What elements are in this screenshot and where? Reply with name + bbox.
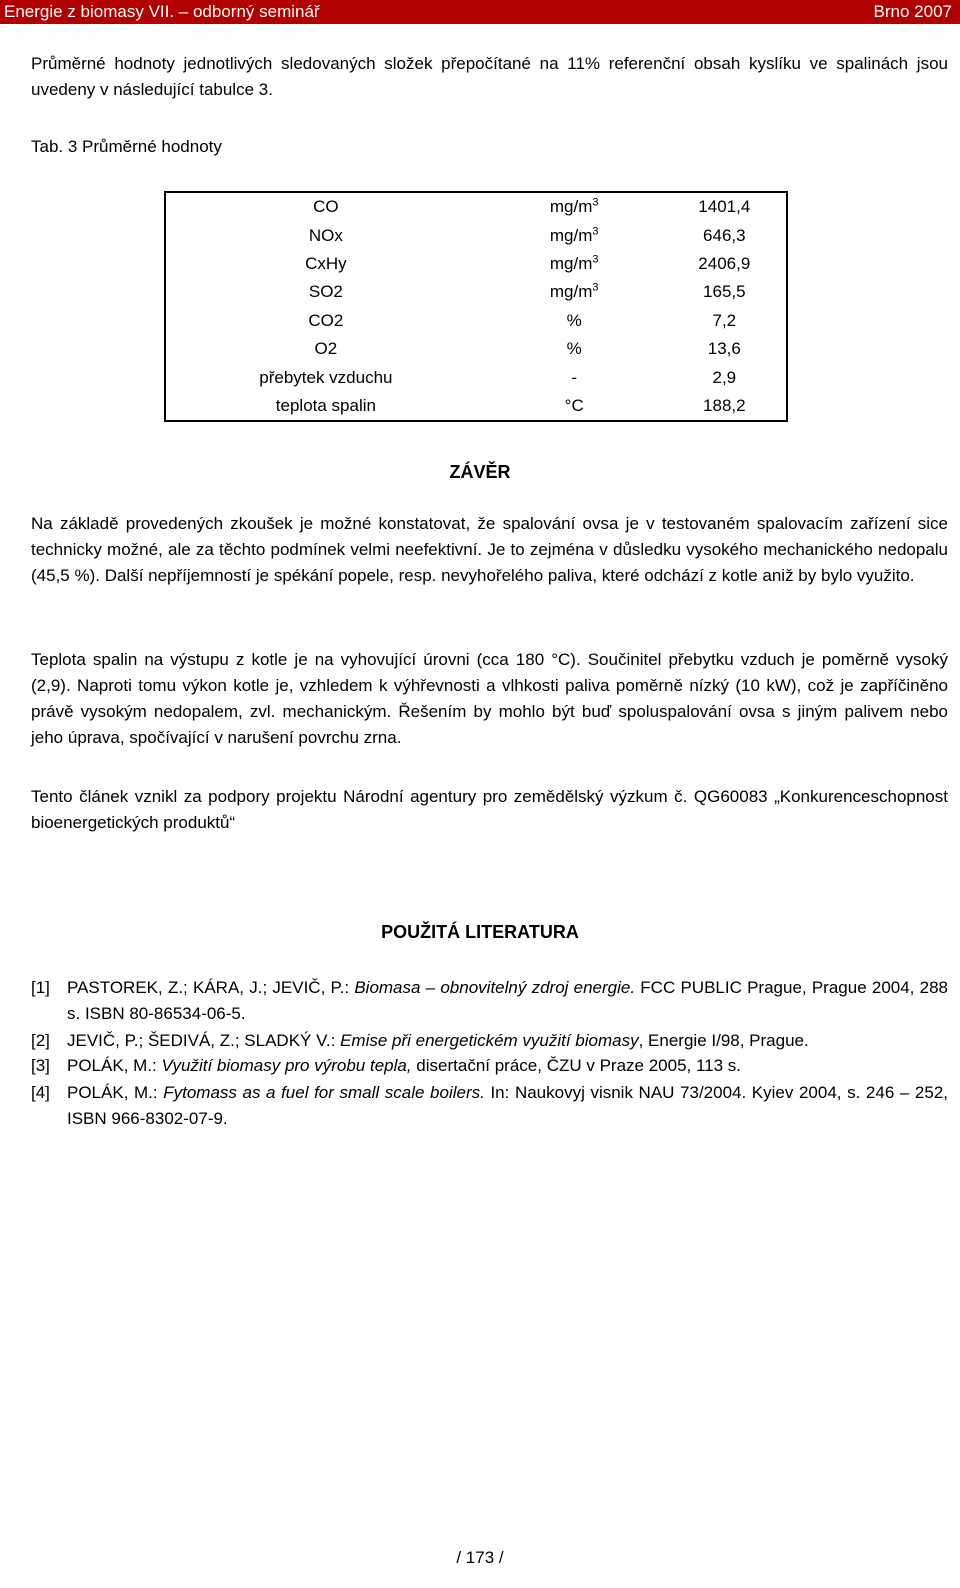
table-row xyxy=(165,192,787,221)
header-title: Energie z biomasy VII. – odborný seminář xyxy=(4,2,320,21)
cell-component: teplota spalin xyxy=(275,395,376,415)
reference-text: POLÁK, M.: Využití biomasy pro výrobu tepla, disertační práce, ČZU v Praze 2005, 113 s. xyxy=(67,1056,742,1075)
reference-text: JEVIČ, P.; ŠEDIVÁ, Z.; SLADKÝ V.: Emise při energetickém využití biomasy, Energie I/98, Prague. xyxy=(67,1031,809,1050)
literature-heading: POUŽITÁ LITERATURA xyxy=(381,922,579,942)
cell-value: 13,6 xyxy=(707,339,741,359)
reference-title: Biomasa – obnovitelný zdroj energie. xyxy=(354,978,636,997)
cell-value: 7,2 xyxy=(712,310,737,330)
intro-paragraph: Průměrné hodnoty jednotlivých sledovaných složek přepočítané na 11% referenční obsah kyslíku ve spalinách jsou uvedeny v následující tabulce 3. xyxy=(31,54,948,99)
reference-title: Emise při energetickém využití biomasy xyxy=(340,1031,639,1050)
conclusion-paragraph-2: Teplota spalin na výstupu z kotle je na vyhovující úrovni (cca 180 °C). Součinitel přebytku vzduch je poměrně vysoký (2,9). Naproti tomu výkon kotle je, vzhledem k výhřevnosti a vlhkosti paliva poměrně nízký (10 kW), což je zapříčiněno právě vysokým nedopalem, zvl. mechanickým. Řešením by mohlo být buď spoluspalování ovsa s jiným palivem nebo jeho úprava, spočívající v narušení povrchu zrna. xyxy=(31,650,948,747)
reference-text: PASTOREK, Z.; KÁRA, J.; JEVIČ, P.: Biomasa – obnovitelný zdroj energie. FCC PUBLIC Prague, Prague 2004, 288 s. ISBN 80-86534-06-5. xyxy=(67,978,948,1023)
cell-value: 2,9 xyxy=(712,367,737,387)
table-row xyxy=(165,307,787,335)
reference-item xyxy=(31,1080,948,1132)
cell-unit: $mg/m^3$ xyxy=(549,281,599,302)
cell-value: 646,3 xyxy=(703,225,746,245)
conclusion-paragraph-1: Na základě provedených zkoušek je možné konstatovat, že spalování ovsa je v testovaném spalovacím zařízení sice technicky možné, ale za těchto podmínek velmi neefektivní. Je to zejména v důsledku vysokého mechanického nedopalu (45,5 %). Další nepříjemností je spékání popele, resp. nevyhořelého paliva, které odchází z kotle aniž by bylo využito. xyxy=(31,514,948,585)
cell-unit: $mg/m^3$ xyxy=(549,224,599,245)
table-row xyxy=(165,363,787,391)
reference-title: Fytomass as a fuel for small scale boilers. xyxy=(163,1083,485,1102)
acknowledgement-paragraph: Tento článek vznikl za podpory projektu Národní agentury pro zemědělský výzkum č. QG60083 „Konkurenceschopnost bioenergetických produktů“ xyxy=(31,787,948,832)
cell-component: CO2 xyxy=(308,310,344,330)
table-caption: Tab. 3 Průměrné hodnoty xyxy=(31,137,222,156)
reference-number: [2] xyxy=(31,1031,50,1050)
cell-value: 165,5 xyxy=(703,282,746,302)
cell-unit: - xyxy=(571,367,578,387)
table-row xyxy=(165,335,787,363)
cell-value: 188,2 xyxy=(703,395,746,415)
table-row xyxy=(165,250,787,278)
cell-value: 2406,9 xyxy=(698,253,751,273)
table-row xyxy=(165,392,787,421)
reference-item xyxy=(31,1028,948,1054)
cell-component: CO xyxy=(313,197,339,217)
table-row xyxy=(165,221,787,249)
reference-text: POLÁK, M.: Fytomass as a fuel for small scale boilers. In: Naukovyj visnik NAU 73/2004. Kyiev 2004, s. 246 – 252, ISBN 966-8302-07-9. xyxy=(67,1083,948,1128)
cell-component: NOx xyxy=(308,225,343,245)
cell-unit: $mg/m^3$ xyxy=(549,253,599,273)
average-values-table xyxy=(164,191,788,422)
cell-component: přebytek vzduchu xyxy=(259,367,393,387)
page-header xyxy=(0,0,960,24)
reference-number: [4] xyxy=(31,1083,50,1102)
cell-component: O2 xyxy=(314,339,338,359)
reference-item xyxy=(31,975,948,1027)
reference-number: [3] xyxy=(31,1056,50,1075)
cell-value: 1401,4 xyxy=(698,197,751,217)
page-number: / 173 / xyxy=(456,1548,504,1567)
cell-unit: % xyxy=(566,310,582,330)
table-row xyxy=(165,278,787,306)
reference-item xyxy=(31,1053,948,1079)
conclusion-heading: ZÁVĚR xyxy=(449,462,511,482)
cell-unit: °C xyxy=(564,395,584,415)
reference-title: Využití biomasy pro výrobu tepla, xyxy=(161,1056,412,1075)
cell-component: CxHy xyxy=(305,253,347,273)
cell-component: SO2 xyxy=(308,282,343,302)
reference-number: [1] xyxy=(31,978,50,997)
cell-unit: % xyxy=(566,339,582,359)
cell-unit: $mg/m^3$ xyxy=(549,196,599,217)
header-date: Brno 2007 xyxy=(873,2,952,21)
